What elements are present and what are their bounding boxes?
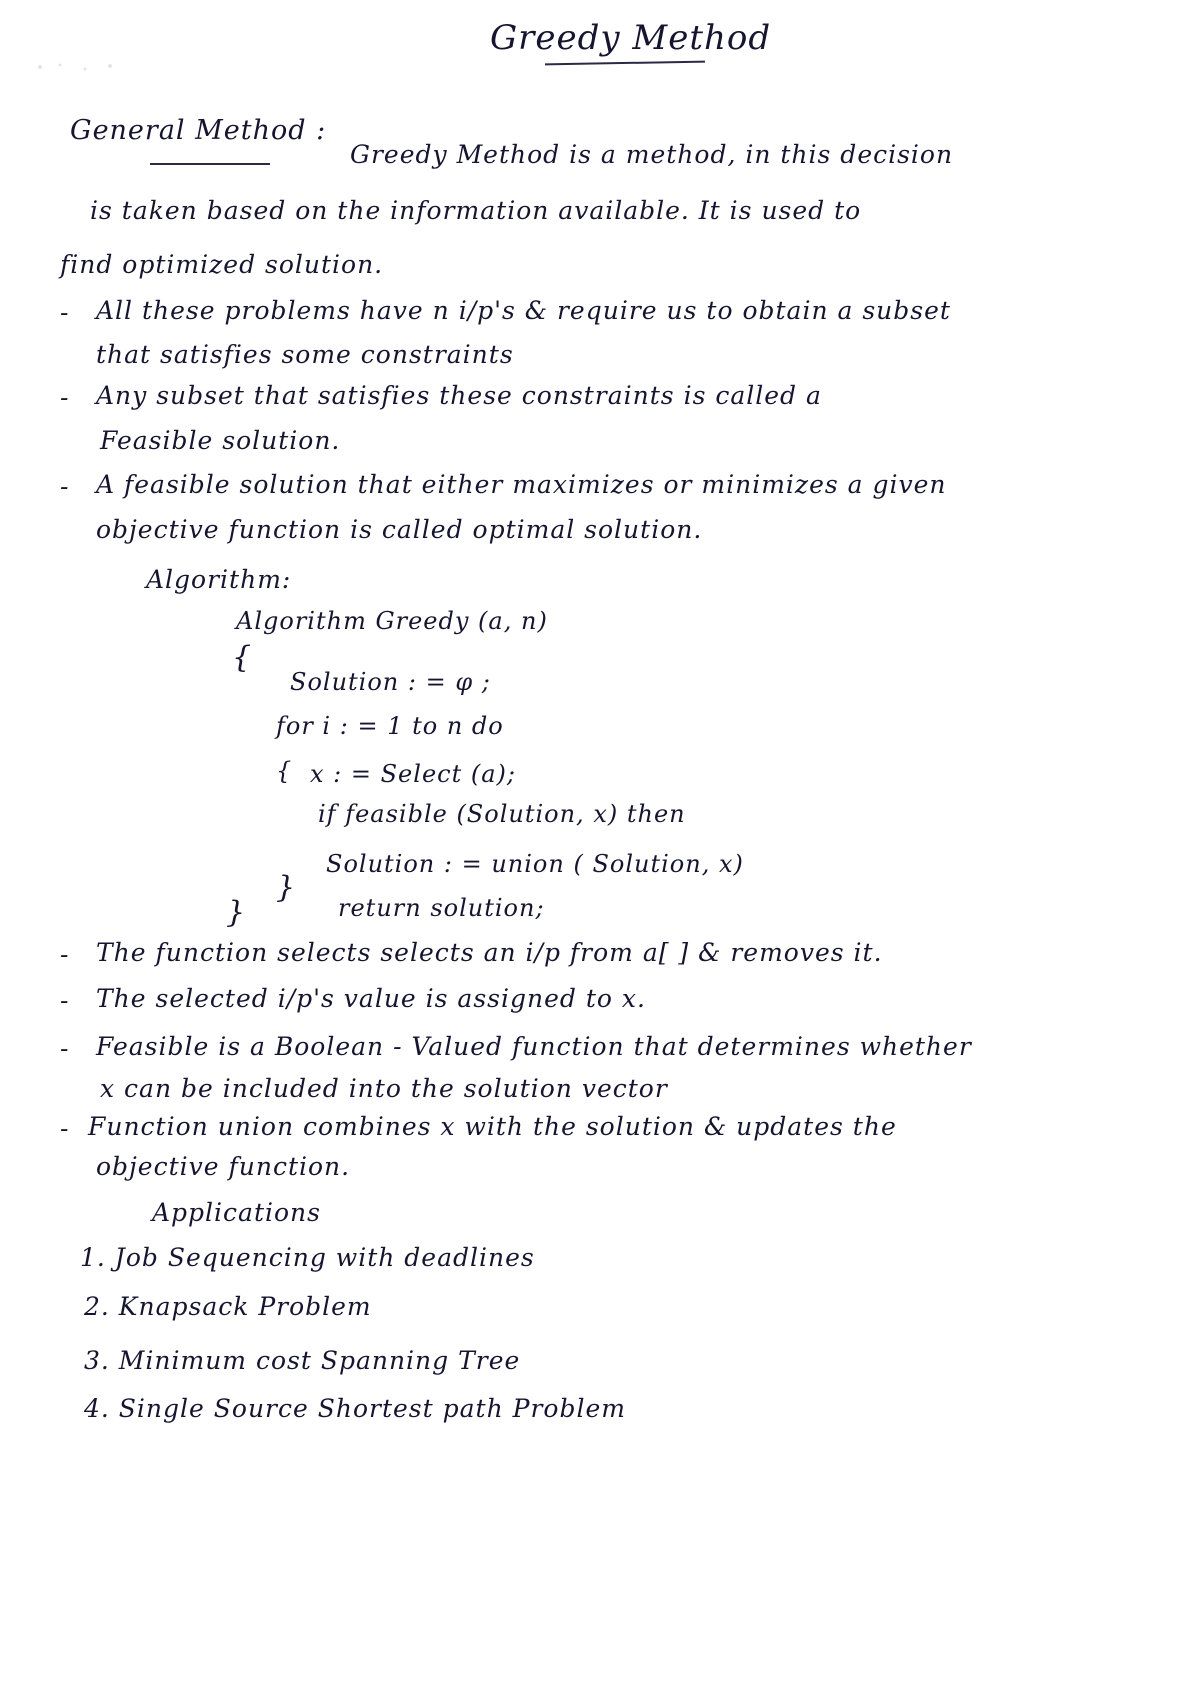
note-4-line-1: Function union combines x with the solution & updates the xyxy=(88,1112,897,1141)
note-dash: - xyxy=(60,1114,70,1143)
algorithm-inner-close-brace: } xyxy=(276,870,297,905)
bullet-1-line-2: that satisfies some constraints xyxy=(96,340,514,369)
note-dash: - xyxy=(60,986,70,1015)
algorithm-line-select: x : = Select (a); xyxy=(310,760,516,788)
general-method-underline xyxy=(150,163,270,165)
algorithm-outer-close-brace: } xyxy=(226,895,247,930)
bullet-dash: - xyxy=(60,298,70,327)
title-underline xyxy=(545,61,705,66)
algorithm-line-for: for i : = 1 to n do xyxy=(276,712,504,740)
bullet-2-line-1: Any subset that satisfies these constraints is called a xyxy=(96,381,822,410)
algorithm-signature: Algorithm Greedy (a, n) xyxy=(236,607,548,635)
note-2: The selected i/p's value is assigned to x. xyxy=(96,984,646,1013)
bullet-3-line-1: A feasible solution that either maximizes or minimizes a given xyxy=(96,470,947,499)
note-3-line-1: Feasible is a Boolean - Valued function that determines whether xyxy=(96,1032,972,1061)
algorithm-inner-open-brace: { xyxy=(276,757,293,785)
algorithm-line-if: if feasible (Solution, x) then xyxy=(318,800,686,828)
bullet-dash: - xyxy=(60,383,70,412)
application-item: 1. Job Sequencing with deadlines xyxy=(80,1243,535,1272)
application-item: 2. Knapsack Problem xyxy=(84,1292,372,1321)
general-method-heading: General Method : xyxy=(70,115,327,146)
bullet-2-line-2: Feasible solution. xyxy=(100,426,341,455)
bullet-dash: - xyxy=(60,472,70,501)
applications-heading: Applications xyxy=(152,1198,321,1227)
intro-line-3: find optimized solution. xyxy=(60,250,384,279)
algorithm-heading: Algorithm: xyxy=(146,565,292,594)
algorithm-open-brace: { xyxy=(232,640,253,675)
note-dash: - xyxy=(60,940,70,969)
algorithm-line-union: Solution : = union ( Solution, x) xyxy=(326,850,744,878)
page-title: Greedy Method xyxy=(490,18,772,58)
algorithm-line-solution-init: Solution : = φ ; xyxy=(290,668,491,696)
paper-smudge xyxy=(30,60,120,74)
application-item: 4. Single Source Shortest path Problem xyxy=(84,1394,626,1423)
note-dash: - xyxy=(60,1034,70,1063)
intro-line-1: Greedy Method is a method, in this decision xyxy=(350,140,954,169)
bullet-1-line-1: All these problems have n i/p's & require us to obtain a subset xyxy=(96,296,951,325)
note-4-line-2: objective function. xyxy=(96,1152,351,1181)
bullet-3-line-2: objective function is called optimal solution. xyxy=(96,515,703,544)
note-1: The function selects selects an i/p from a[ ] & removes it. xyxy=(96,938,883,967)
application-item: 3. Minimum cost Spanning Tree xyxy=(84,1346,521,1375)
intro-line-2: is taken based on the information available. It is used to xyxy=(90,196,862,225)
algorithm-line-return: return solution; xyxy=(338,894,545,922)
note-3-line-2: x can be included into the solution vector xyxy=(100,1074,668,1103)
